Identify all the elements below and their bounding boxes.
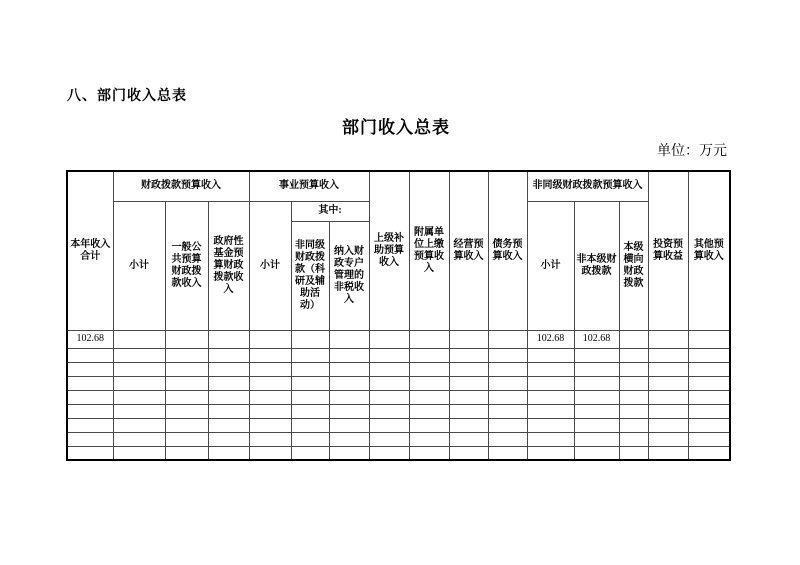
table-cell (688, 432, 730, 446)
table-cell (619, 446, 648, 460)
col-header-other-income: 其他预算收入 (688, 171, 730, 330)
table-cell (574, 348, 619, 362)
col-header-operating-income: 经营预算收入 (449, 171, 488, 330)
table-cell (165, 404, 208, 418)
table-cell (409, 418, 449, 432)
table-cell (291, 404, 329, 418)
table-cell (688, 330, 730, 348)
table-cell (688, 404, 730, 418)
table-cell (329, 404, 369, 418)
table-cell (369, 446, 409, 460)
table-cell (329, 432, 369, 446)
table-cell (208, 376, 249, 390)
table-cell (249, 362, 291, 376)
col-header-fiscal-special-account: 纳入财政专户管理的非税收入 (329, 221, 369, 330)
table-cell (208, 432, 249, 446)
table-row (67, 348, 730, 362)
table-cell (208, 348, 249, 362)
table-cell (249, 390, 291, 404)
table-cell (113, 376, 165, 390)
table-cell (369, 390, 409, 404)
table-cell (113, 404, 165, 418)
table-cell (488, 418, 527, 432)
table-cell (113, 432, 165, 446)
table-cell (449, 432, 488, 446)
table-cell (165, 362, 208, 376)
table-cell (574, 446, 619, 460)
col-header-investment-income: 投资预算收益 (648, 171, 688, 330)
col-header-gov-fund-budget: 政府性基金预算财政拨款收入 (208, 201, 249, 330)
group-header-among-which: 其中: (291, 201, 369, 221)
table-cell (619, 390, 648, 404)
table-cell (488, 446, 527, 460)
section-heading: 八、部门收入总表 (67, 87, 187, 103)
table-row (67, 404, 730, 418)
table-row (67, 330, 730, 348)
table-cell (574, 390, 619, 404)
table-cell (449, 446, 488, 460)
table-cell: 102.68 (67, 330, 113, 348)
table-cell (449, 330, 488, 348)
table-cell (249, 330, 291, 348)
col-header-fiscal-subtotal: 小计 (113, 201, 165, 330)
table-cell (113, 362, 165, 376)
table-cell (369, 376, 409, 390)
table-cell (409, 390, 449, 404)
table-cell (574, 432, 619, 446)
table-cell (648, 446, 688, 460)
table-cell (648, 330, 688, 348)
table-cell (329, 348, 369, 362)
table-cell (291, 348, 329, 362)
table-cell: 102.68 (574, 330, 619, 348)
table-cell (67, 348, 113, 362)
col-header-affiliated-units: 附属单位上缴预算收入 (409, 171, 449, 330)
table-cell (688, 376, 730, 390)
col-header-annual-income-total: 本年收入合计 (67, 171, 113, 330)
table-cell (527, 418, 574, 432)
table-cell (449, 376, 488, 390)
group-header-non-same-level: 非同级财政拨款预算收入 (527, 171, 648, 201)
table-cell (113, 348, 165, 362)
table-cell (369, 418, 409, 432)
table-cell (165, 330, 208, 348)
table-cell (329, 390, 369, 404)
income-table (66, 170, 731, 461)
table-cell (409, 348, 449, 362)
table-cell (449, 404, 488, 418)
table-row (67, 362, 730, 376)
table-cell (369, 348, 409, 362)
table-cell (488, 348, 527, 362)
group-header-operational-budget: 事业预算收入 (249, 171, 369, 201)
table-cell (291, 362, 329, 376)
table-row (67, 432, 730, 446)
table-cell (449, 390, 488, 404)
table-cell (648, 418, 688, 432)
table-cell (291, 432, 329, 446)
table-cell (688, 362, 730, 376)
group-header-fiscal-appropriation: 财政拨款预算收入 (113, 171, 249, 201)
table-cell (619, 418, 648, 432)
table-cell (574, 376, 619, 390)
table-cell (369, 362, 409, 376)
table-cell (208, 362, 249, 376)
table-cell (113, 330, 165, 348)
table-cell (329, 362, 369, 376)
table-cell (409, 330, 449, 348)
table-cell (165, 390, 208, 404)
table-cell (329, 330, 369, 348)
table-cell (688, 418, 730, 432)
table-cell (488, 432, 527, 446)
col-header-debt-income: 债务预算收入 (488, 171, 527, 330)
col-header-own-level-horizontal: 本级横向财政拨款 (619, 201, 648, 330)
table-cell (249, 404, 291, 418)
table-cell (409, 362, 449, 376)
table-cell (527, 404, 574, 418)
page-title: 部门收入总表 (342, 118, 450, 137)
table-cell (648, 390, 688, 404)
table-cell (208, 404, 249, 418)
table-cell (688, 446, 730, 460)
col-header-non-own-level: 非本级财政拨款 (574, 201, 619, 330)
table-cell (165, 418, 208, 432)
table-cell (67, 362, 113, 376)
table-cell (208, 390, 249, 404)
table-cell (527, 348, 574, 362)
col-header-general-public-budget: 一般公共预算财政拨款收入 (165, 201, 208, 330)
table-cell (488, 362, 527, 376)
table-cell (67, 404, 113, 418)
table-cell (449, 348, 488, 362)
header-row-groups (67, 171, 730, 201)
table-cell (409, 446, 449, 460)
table-cell (527, 390, 574, 404)
table-cell (409, 404, 449, 418)
table-cell (369, 432, 409, 446)
table-cell (249, 376, 291, 390)
col-header-operational-subtotal: 小计 (249, 201, 291, 330)
table-cell (619, 376, 648, 390)
table-cell (329, 446, 369, 460)
table-cell (249, 446, 291, 460)
table-cell (291, 418, 329, 432)
table-cell (527, 362, 574, 376)
table-cell (619, 432, 648, 446)
table-cell (67, 376, 113, 390)
table-row (67, 446, 730, 460)
table-cell (208, 418, 249, 432)
col-header-nsl-subtotal: 小计 (527, 201, 574, 330)
table-cell (488, 376, 527, 390)
table-cell (688, 390, 730, 404)
table-cell (208, 330, 249, 348)
table-cell (488, 330, 527, 348)
table-cell (291, 376, 329, 390)
unit-label: 单位：万元 (657, 144, 727, 159)
table-cell (648, 362, 688, 376)
table-cell (527, 432, 574, 446)
table-row (67, 390, 730, 404)
table-cell (113, 418, 165, 432)
table-cell (619, 362, 648, 376)
table-cell (165, 446, 208, 460)
table-cell (527, 446, 574, 460)
table-cell (619, 348, 648, 362)
table-cell (527, 376, 574, 390)
table-cell (67, 446, 113, 460)
table-cell (409, 432, 449, 446)
table-cell (291, 446, 329, 460)
table-cell (249, 418, 291, 432)
table-cell (648, 348, 688, 362)
col-header-superior-subsidy: 上级补助预算收入 (369, 171, 409, 330)
table-cell (574, 362, 619, 376)
table-cell (619, 404, 648, 418)
table-cell (369, 330, 409, 348)
table-cell (67, 418, 113, 432)
table-cell (488, 390, 527, 404)
table-cell (329, 418, 369, 432)
table-cell (409, 376, 449, 390)
table-cell (648, 376, 688, 390)
table-cell (67, 432, 113, 446)
table-cell (291, 390, 329, 404)
table-cell (113, 446, 165, 460)
table-cell (688, 348, 730, 362)
table-cell (165, 432, 208, 446)
table-cell (113, 390, 165, 404)
table-cell (249, 348, 291, 362)
table-cell (574, 404, 619, 418)
table-cell (249, 432, 291, 446)
table-cell: 102.68 (527, 330, 574, 348)
table-cell (67, 390, 113, 404)
table-cell (208, 446, 249, 460)
table-cell (648, 404, 688, 418)
table-cell (369, 404, 409, 418)
table-cell (488, 404, 527, 418)
table-cell (619, 330, 648, 348)
table-cell (574, 418, 619, 432)
table-cell (165, 376, 208, 390)
table-cell (648, 432, 688, 446)
table-cell (329, 376, 369, 390)
table-cell (449, 418, 488, 432)
table-cell (291, 330, 329, 348)
col-header-non-same-level-scientific: 非同级财政拨款（科研及辅助活动） (291, 221, 329, 330)
table-cell (165, 348, 208, 362)
table-cell (449, 362, 488, 376)
table-row (67, 376, 730, 390)
table-row (67, 418, 730, 432)
